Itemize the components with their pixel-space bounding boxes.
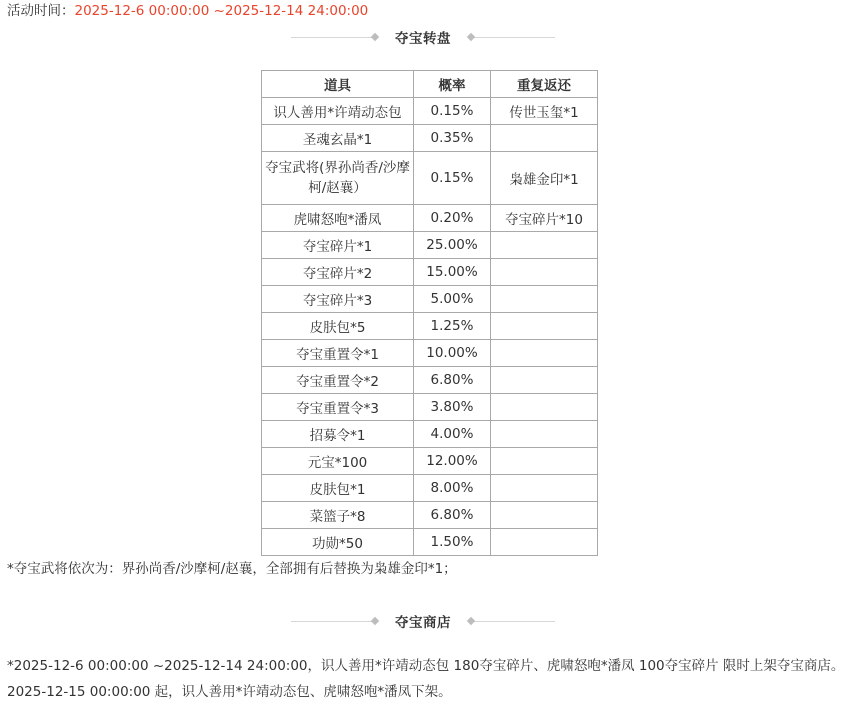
table-row [262, 259, 598, 286]
probability-cell: 1.50% [414, 529, 491, 556]
shop-section-title [0, 611, 846, 631]
item-cell: 虎啸怒咆*潘凤 [262, 205, 414, 232]
wheel-title-text: 夺宝转盘 [395, 31, 451, 47]
table-row [262, 205, 598, 232]
refund-cell [491, 286, 598, 313]
probability-cell: 4.00% [414, 421, 491, 448]
probability-cell: 25.00% [414, 232, 491, 259]
table-row [262, 529, 598, 556]
refund-cell [491, 502, 598, 529]
activity-time-label: 活动时间： [7, 3, 75, 19]
item-cell: 招募令*1 [262, 421, 414, 448]
activity-time [7, 2, 368, 20]
refund-cell [491, 259, 598, 286]
refund-cell [491, 340, 598, 367]
probability-cell: 1.25% [414, 313, 491, 340]
table-row [262, 286, 598, 313]
item-cell: 夺宝碎片*2 [262, 259, 414, 286]
wheel-section-title [0, 27, 846, 47]
table-row [262, 232, 598, 259]
table-row [262, 367, 598, 394]
refund-cell [491, 421, 598, 448]
item-cell: 夺宝碎片*1 [262, 232, 414, 259]
probability-cell: 10.00% [414, 340, 491, 367]
item-cell: 功勋*50 [262, 529, 414, 556]
table-row [262, 152, 598, 205]
table-row [262, 475, 598, 502]
probability-cell: 6.80% [414, 367, 491, 394]
refund-cell [491, 529, 598, 556]
refund-cell [491, 475, 598, 502]
probability-cell: 3.80% [414, 394, 491, 421]
probability-cell: 5.00% [414, 286, 491, 313]
item-cell: 夺宝重置令*2 [262, 367, 414, 394]
shop-title-text: 夺宝商店 [395, 615, 451, 631]
item-cell: 菜篮子*8 [262, 502, 414, 529]
divider-left [291, 621, 377, 622]
refund-cell [491, 448, 598, 475]
general-note: *夺宝武将依次为：界孙尚香/沙摩柯/赵襄，全部拥有后替换为枭雄金印*1； [7, 561, 457, 577]
refund-cell [491, 394, 598, 421]
divider-right [469, 37, 555, 38]
item-cell: 夺宝重置令*1 [262, 340, 414, 367]
probability-cell: 12.00% [414, 448, 491, 475]
item-cell: 皮肤包*1 [262, 475, 414, 502]
table-row [262, 98, 598, 125]
table-row [262, 125, 598, 152]
header-probability: 概率 [414, 71, 491, 98]
divider-right [469, 621, 555, 622]
item-cell: 圣魂玄晶*1 [262, 125, 414, 152]
table-row [262, 313, 598, 340]
probability-cell: 0.20% [414, 205, 491, 232]
table-row [262, 448, 598, 475]
table-row [262, 340, 598, 367]
refund-cell [491, 232, 598, 259]
probability-cell: 0.35% [414, 125, 491, 152]
refund-cell [491, 313, 598, 340]
table-row [262, 502, 598, 529]
item-cell: 识人善用*许靖动态包 [262, 98, 414, 125]
prize-table [261, 70, 598, 556]
table-row [262, 421, 598, 448]
activity-time-value: 2025-12-6 00:00:00 ~2025-12-14 24:00:00 [74, 3, 369, 19]
refund-cell: 传世玉玺*1 [491, 98, 598, 125]
header-item: 道具 [262, 71, 414, 98]
item-cell: 皮肤包*5 [262, 313, 414, 340]
shop-info-line-2: 2025-12-15 00:00:00 起，识人善用*许靖动态包、虎啸怒咆*潘凤下架。 [7, 684, 452, 700]
item-cell: 夺宝碎片*3 [262, 286, 414, 313]
probability-cell: 8.00% [414, 475, 491, 502]
probability-cell: 6.80% [414, 502, 491, 529]
refund-cell: 枭雄金印*1 [491, 152, 598, 205]
refund-cell [491, 125, 598, 152]
item-cell: 夺宝重置令*3 [262, 394, 414, 421]
header-refund: 重复返还 [491, 71, 598, 98]
shop-info-line-1: *2025-12-6 00:00:00 ~2025-12-14 24:00:00，识人善用*许靖动态包 180夺宝碎片、虎啸怒咆*潘凤 100夺宝碎片 限时上架夺宝商店。 [7, 658, 845, 674]
probability-cell: 15.00% [414, 259, 491, 286]
table-header-row [262, 71, 598, 98]
probability-cell: 0.15% [414, 98, 491, 125]
probability-cell: 0.15% [414, 152, 491, 205]
table-row [262, 394, 598, 421]
divider-left [291, 37, 377, 38]
refund-cell: 夺宝碎片*10 [491, 205, 598, 232]
item-cell: 元宝*100 [262, 448, 414, 475]
item-cell: 夺宝武将(界孙尚香/沙摩柯/赵襄） [262, 152, 414, 205]
refund-cell [491, 367, 598, 394]
